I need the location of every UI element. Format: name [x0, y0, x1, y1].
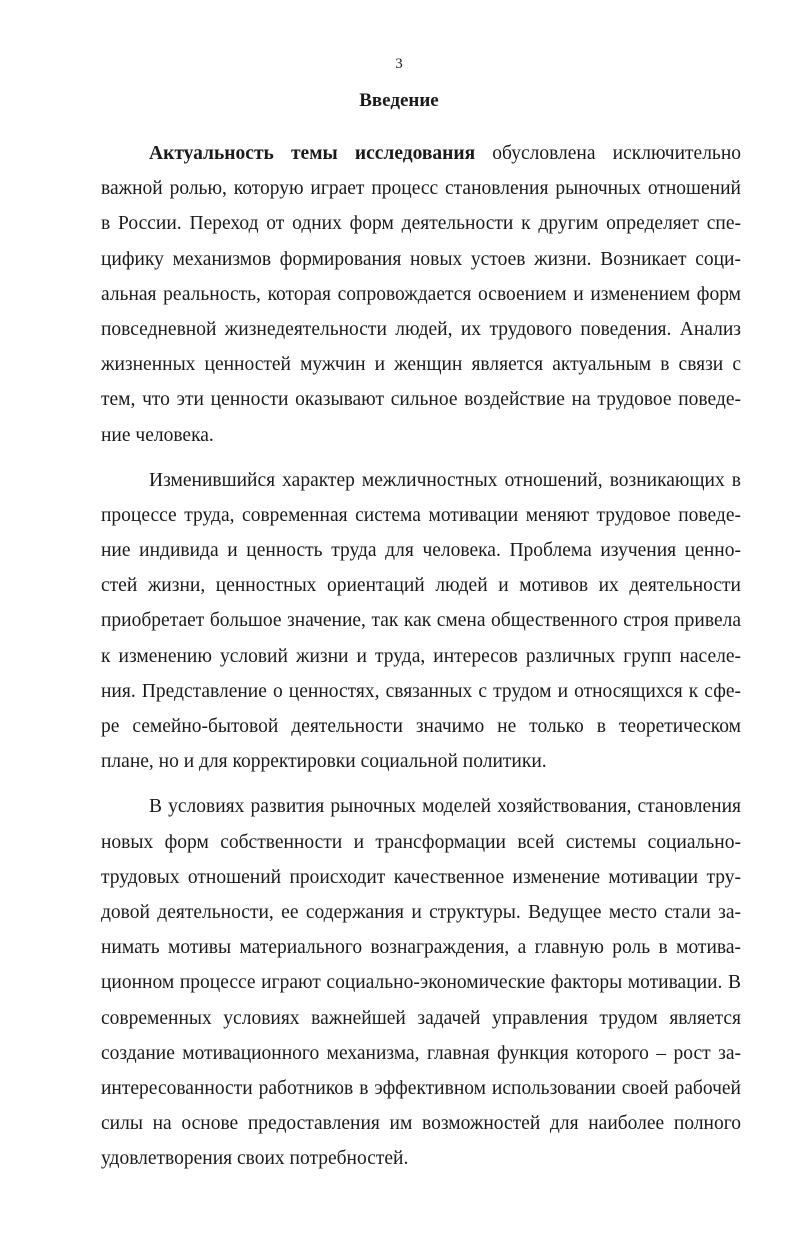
- text-line-content: обусловлена исключительно: [475, 143, 742, 164]
- bold-lead-phrase: Актуальность темы исследования: [149, 143, 476, 164]
- paragraph-values: [101, 463, 741, 780]
- text-line: удовлетворения своих потребностей.: [101, 1148, 409, 1170]
- text-line: интересованности работников в эффективном использовании своей рабочей: [101, 1077, 741, 1099]
- text-line: В условиях развития рыночных моделей хозяйствования, становления: [149, 796, 741, 818]
- text-line: альная реальность, которая сопровождается освоением и изменением форм: [101, 283, 741, 305]
- text-line: современных условиях важнейшей задачей управления трудом является: [101, 1007, 741, 1029]
- text-line: стей жизни, ценностных ориентаций людей и мотивов их деятельности: [101, 575, 741, 597]
- text-line: новых форм собственности и трансформации всей системы социально-: [101, 831, 741, 853]
- text-line: процессе труда, современная система мотивации меняют трудовое поведе-: [101, 504, 741, 526]
- document-body: [101, 136, 741, 1176]
- text-line: ние человека.: [101, 424, 214, 446]
- text-line: ре семейно-бытовой деятельности значимо не только в теоретическом: [101, 716, 741, 737]
- text-line: [101, 136, 741, 171]
- text-line: ния. Представление о ценностях, связанных с трудом и относящихся к сфе-: [101, 680, 741, 702]
- text-line: тем, что эти ценности оказывают сильное воздействие на трудовое поведе-: [101, 389, 741, 411]
- text-line: повседневной жизнедеятельности людей, их трудового поведения. Анализ: [101, 318, 741, 340]
- text-line: довой деятельности, ее содержания и структуры. Ведущее место стали за-: [101, 901, 741, 923]
- text-line: трудовых отношений происходит качественное изменение мотивации тру-: [101, 866, 741, 888]
- text-line: ние индивида и ценность труда для человека. Проблема изучения ценно-: [101, 540, 741, 562]
- page-title: Введение: [359, 90, 439, 111]
- text-line: в России. Переход от одних форм деятельности к другим определяет спе-: [101, 213, 741, 235]
- text-line: нимать мотивы материального вознаграждения, а главную роль в мотива-: [101, 937, 741, 959]
- text-line: цифику механизмов формирования новых устоев жизни. Возникает соци-: [101, 248, 741, 270]
- text-line: создание мотивационного механизма, главная функция которого – рост за-: [101, 1042, 741, 1064]
- text-line: силы на основе предоставления им возможностей для наиболее полного: [101, 1113, 741, 1135]
- text-line: жизненных ценностей мужчин и женщин является актуальным в связи с: [101, 354, 741, 376]
- page-number: 3: [395, 56, 403, 72]
- text-line: важной ролью, которую играет процесс становления рыночных отношений: [101, 178, 741, 200]
- paragraph-relevance: [101, 136, 741, 453]
- text-line: приобретает большое значение, так как смена общественного строя привела: [101, 610, 741, 632]
- paragraph-motivation: [101, 789, 741, 1176]
- text-line: ционном процессе играют социально-экономические факторы мотивации. В: [101, 972, 741, 994]
- text-line: плане, но и для корректировки социальной политики.: [101, 751, 547, 773]
- text-line: Изменившийся характер межличностных отношений, возникающих в: [149, 469, 741, 491]
- text-line: к изменению условий жизни и труда, интересов различных групп населе-: [101, 645, 741, 667]
